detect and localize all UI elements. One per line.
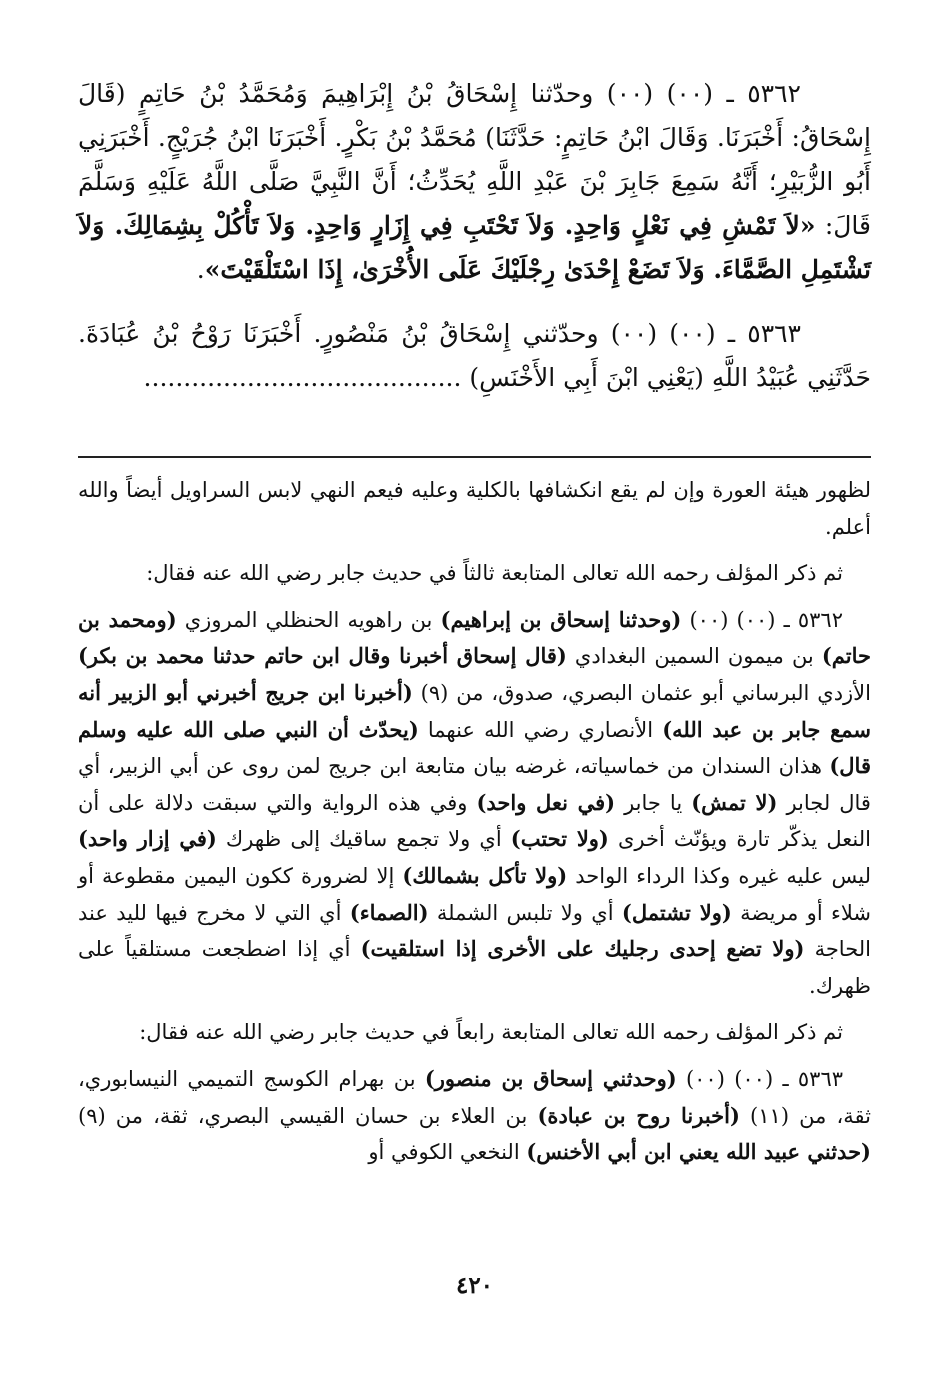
hadith-5362-matn: «لاَ تَمْشِ فِي نَعْلٍ وَاحِدٍ. وَلاَ تَحْتَبِ فِي إِزَارٍ وَاحِدٍ. وَلاَ تَأْكُلْ بِشِمَالِكَ. وَلاَ تَشْتَمِلِ الصَّمَّاءَ. وَلاَ تَضَعْ إِحْدَىٰ رِجْلَيْكَ عَلَى الأُخْرَىٰ، إِذَا اسْتَلْقَيْتَ» (78, 211, 871, 284)
commentary-5362 (78, 602, 871, 1005)
commentary-text: ٥٣٦٢ ـ (٠٠) (٠٠) (681, 607, 843, 632)
commentary-text: الأزدي البرساني أبو عثمان البصري، صدوق، من (٩) (412, 680, 871, 705)
commentary-text: الأنصاري رضي الله عنهما (418, 717, 663, 742)
commentary-text: بن بهرام الكوسج التميمي النيسابوري، ثقة، من (١١) (78, 1066, 871, 1128)
commentary-text: وفي هذه الرواية والتي سبقت دلالة على أن النعل يذكّر تارة ويؤنّث أخرى (78, 790, 871, 852)
commentary-section (78, 472, 871, 1171)
commentary-quoted-text: (في إزار واحد) (78, 826, 217, 852)
hadith-5363-isnad: ٥٣٦٣ ـ (٠٠) (٠٠) وحدّثني إِسْحَاقُ بْنُ مَنْصُورٍ. أَخْبَرَنَا رَوْحُ بْنُ عُبَادَةَ. حَدَّثَنِي عُبَيْدُ اللَّهِ (يَعْنِي ابْنَ أَبِي الأَخْنَسِ) (78, 319, 871, 392)
commentary-intro-fourth: ثم ذكر المؤلف رحمه الله تعالى المتابعة رابعاً في حديث جابر رضي الله عنه فقال: (139, 1020, 843, 1045)
page-number: ٤٢٠ (455, 1272, 494, 1299)
commentary-quoted-text: (ولا تشتمل) (621, 899, 732, 925)
commentary-text: أي إذا اضطجعت مستلقياً على ظهرك. (78, 937, 871, 998)
commentary-text: أي التي لا مخرج فيها لليد عند الحاجة (78, 900, 871, 962)
commentary-text: هذان السندان من خماسياته، غرضه بيان متابعة ابن جريج لمن روى عن أبي الزبير، أي قال لجابر (78, 754, 871, 815)
commentary-quoted-text: (أخبرنا ابن جريج أخبرني أبو الزبير أنه سمع جابر بن عبد الله) (78, 679, 872, 742)
commentary-quoted-text: (وحدثنا إسحاق بن إبراهيم) (440, 606, 682, 632)
hadith-5362-end: . (196, 255, 205, 284)
hadith-5363 (78, 312, 871, 400)
commentary-quoted-text: (لا تمش) (691, 789, 778, 815)
commentary-text: ليس عليه غيره وكذا الرداء الواحد (567, 863, 871, 888)
hadith-5362-isnad: ٥٣٦٢ ـ (٠٠) (٠٠) وحدّثنا إِسْحَاقُ بْنُ إِبْرَاهِيمَ وَمُحَمَّدُ بْنُ حَاتِمٍ (قَالَ إِسْحَاقُ: أَخْبَرَنَا. وَقَالَ ابْنُ حَاتِمٍ: حَدَّثَنَا) مُحَمَّدُ بْنُ بَكْرٍ. أَخْبَرَنَا ابْنُ جُرَيْجٍ. أَخْبَرَنِي أَبُو الزُّبَيْرِ؛ أَنَّهُ سَمِعَ جَابِرَ بْنَ عَبْدِ اللَّهِ يُحَدِّثُ؛ أَنَّ النَّبِيَّ صَلَّى اللَّهُ عَلَيْهِ وَسَلَّمَ قَالَ: (78, 79, 871, 240)
hadith-matn-section (78, 72, 871, 400)
commentary-intro-third: ثم ذكر المؤلف رحمه الله تعالى المتابعة ثالثاً في حديث جابر رضي الله عنه فقال: (146, 561, 843, 586)
commentary-text: بن العلاء بن حسان القيسي البصري، ثقة، من (٩) (78, 1103, 538, 1128)
commentary-text: النخعي الكوفي أو (368, 1140, 527, 1165)
hadith-5363-dots: ........................................ (143, 363, 462, 392)
footnote-divider (78, 456, 871, 458)
commentary-quoted-text: (حدثني عبيد الله يعني ابن أبي الأخنس) (526, 1139, 871, 1165)
commentary-quoted-text: (ولا تضع إحدى رجليك على الأخرى إذا استلقيت) (360, 936, 805, 962)
commentary-quoted-text: (ولا تأكل بشمالك) (402, 862, 568, 888)
commentary-text: بن ميمون السمين البغدادي (566, 644, 822, 669)
commentary-text: ٥٣٦٣ ـ (٠٠) (٠٠) (676, 1066, 844, 1091)
commentary-quoted-text: (قال إسحاق أخبرنا وقال ابن حاتم حدثنا محمد بن بكر) (78, 643, 567, 669)
commentary-continuation: لظهور هيئة العورة وإن لم يقع انكشافها بالكلية وعليه فيعم النهي لابس السراويل أيضاً والله أعلم. (78, 478, 871, 539)
commentary-quoted-text: (الصماء) (349, 899, 429, 925)
commentary-text: بن راهويه الحنظلي المروزي (176, 607, 441, 632)
commentary-quoted-text: (في نعل واحد) (476, 789, 616, 815)
commentary-quoted-text: (وحدثني إسحاق بن منصور) (424, 1065, 677, 1091)
commentary-5363 (78, 1061, 871, 1171)
commentary-quoted-text: (يحدّث أن النبي صلى الله عليه وسلم قال) (78, 716, 871, 779)
hadith-5362 (78, 72, 871, 292)
book-page (78, 72, 871, 1332)
commentary-text: يا جابر (615, 790, 692, 815)
commentary-quoted-text: (ومحمد بن حاتم) (78, 606, 871, 669)
commentary-quoted-text: (ولا تحتب) (510, 826, 609, 852)
commentary-quoted-text: (أخبرنا روح بن عبادة) (537, 1102, 740, 1128)
commentary-text: إلا لضرورة ككون اليمين مقطوعة أو شلاء أو مريضة (78, 863, 872, 925)
commentary-text: أي ولا تجمع ساقيك إلى ظهرك (216, 827, 511, 852)
commentary-text: أي ولا تلبس الشملة (428, 900, 622, 925)
